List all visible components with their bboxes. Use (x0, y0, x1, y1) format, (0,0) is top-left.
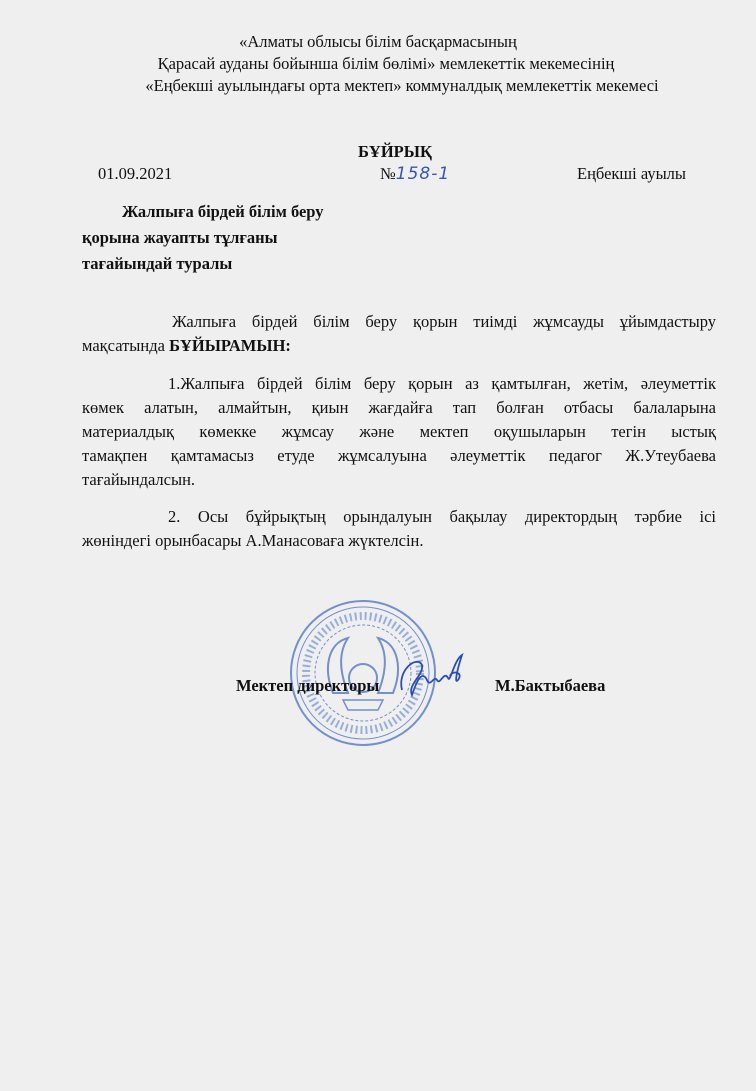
subject-line-3: тағайындай туралы (82, 254, 233, 273)
header-line-2: Қарасай ауданы бойынша білім бөлімі» мемлекеттік мекемесінің (157, 54, 615, 73)
subject-line-1: Жалпыға бірдей білім беру (122, 202, 324, 221)
item1-line-5: тағайындалсын. (82, 470, 196, 489)
order-number (380, 164, 450, 184)
item1-line-2: көмек алатын, алмайтын, қиын жағдайға тап болған отбасы балаларына (82, 398, 716, 417)
order-date: 01.09.2021 (98, 164, 173, 183)
handwritten-number: 158-1 (395, 164, 451, 184)
signatory-name: М.Бактыбаева (495, 676, 606, 695)
order-keyword: БҰЙЫРАМЫН: (169, 336, 291, 355)
intro-line-1: Жалпыға бірдей білім беру қорын тиімді жұмсауды ұйымдастыру (172, 312, 716, 331)
item2-line-1: 2. Осы бұйрықтың орындалуын бақылау директордың тәрбие ісі (168, 507, 716, 526)
item1-line-1: 1.Жалпыға бірдей білім беру қорын аз қамтылған, жетім, әлеуметтік (168, 374, 716, 393)
subject-line-2: қорына жауапты тұлғаны (82, 228, 278, 247)
intro-line-2 (82, 336, 291, 356)
signature-icon (392, 650, 472, 700)
item2-line-2: жөніндегі орынбасары А.Манасоваға жүктелсін. (82, 531, 424, 550)
signatory-title: Мектеп директоры (236, 676, 380, 695)
number-prefix: № (380, 164, 396, 183)
item1-line-3: материалдық көмекке жұмсау және мектеп оқушыларын тегін ыстық (82, 422, 716, 441)
header-line-3: «Еңбекші ауылындағы орта мектеп» коммуналдық мемлекеттік мекемесі (145, 76, 659, 95)
header-line-1: «Алматы облысы білім басқармасының (239, 32, 517, 51)
order-place: Еңбекші ауылы (577, 164, 686, 183)
document-type: БҰЙРЫҚ (358, 142, 432, 161)
item1-line-4: тамақпен қамтамасыз етуде жұмсалуына әлеуметтік педагог Ж.Утеубаева (82, 446, 716, 465)
intro-text: мақсатында (82, 336, 170, 355)
